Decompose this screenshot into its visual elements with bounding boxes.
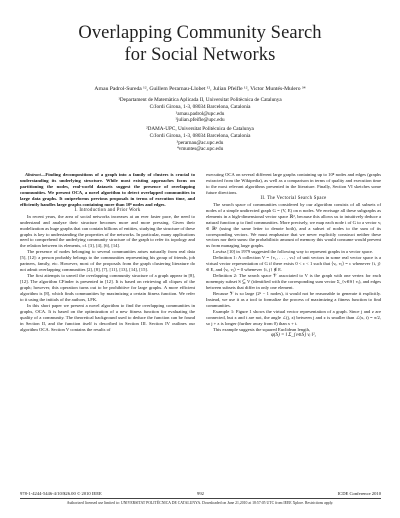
- license-notice: Authorized licensed use limited to: UNIVERSITAT POLITÈCNICA DE CATALUNYA. Downloaded on June 21,2010 at 18:57:05 UTC from IEEE Xplore. Restrictions apply.: [66, 501, 334, 505]
- paragraph: The search space of communities considered by our algorithm consists of all subsets of nodes of a simple undirected graph G = (V, E) on n nodes. We envisage all these subgraphs as elements in a high-dimensional vector space ℝᵈ, because this allows us to intuitively deduce a natural function φ to find communities. More precisely, we map each node i of G to a vector vᵢ ∈ ℝᵈ (using the same letter to denote both), and a subset of nodes to the sum of its corresponding vectors. We must emphasize that we never explicitly construct neither these vectors nor their sums: the probabilistic amount of memory this would consume would prevent us from managing large graphs.: [206, 201, 381, 249]
- abstract: [20, 172, 195, 208]
- paragraph: Because 𝒱 is so large (2ⁿ − 1 nodes), it would not be reasonable to generate it explicitly. Instead, we use it as a tool to formalize the process of maximizing a fitness function to find communities.: [206, 291, 381, 308]
- footer-isbn: 978-1-4244-5446-4/10/$26.00 © 2010 IEEE: [20, 491, 102, 496]
- affiliation-2-email-1: ³perarnau@ac.upc.edu: [176, 140, 224, 146]
- author-list: Arnau Padrol-Sureda ¹², Guillem Perarnau-Llobet ¹², Julian Pfeifle ¹², Victor Muntés-Mulero ³⁴: [94, 86, 306, 92]
- equation-phi: φ(S) = ‖ Σ_{v∈S} vᵢ ‖²,: [271, 332, 316, 338]
- example-1: Example 1: Figure 1 shows the virtual vector representation of a graph. Since j and z are connected, but x and t are not, the angle ∠(j, z) between j and z is smaller than ∠(x, t) = π/2, so j + z is longer (further away from 0) than x + t.: [206, 308, 381, 326]
- paragraph: This example suggests the squared Euclidean length,: [213, 326, 311, 332]
- left-column: [20, 172, 195, 333]
- paper-title-line1: Overlapping Community Search: [78, 23, 322, 43]
- affiliation-2: ²DAMA-UPC, Universitat Politècnica de Catalunya: [146, 126, 254, 132]
- paragraph: Lovász [10] in 1979 suggested the following way to represent graphs in a vector space.: [213, 249, 374, 255]
- paragraph: The presence of nodes belonging to several communities arises naturally from real data [5], [12]: a person probably belongs to the communities representing his group of friends, job partners, family, etc. However, most of the proposals from the graph clustering literature do not admit overlapping communities [2], [8], [7], [11], [13], [14], [15].: [20, 249, 195, 273]
- paragraph: In recent years, the area of social networks increases at an ever faster pace, the need to understand and analyze their structure becomes more and more pressing. Given their modelization as huge graphs that can contain billions of entities, studying the structure of these graphs is key to understanding the properties of the networks. In particular, many applications need to comprehend the underlying community structure of the graph to refer its topology and the relation between its elements, cf. [3], [4], [6], [14].: [20, 213, 195, 249]
- footer-page-number: 992: [197, 491, 204, 496]
- paragraph: The first attempts to unveil the overlapping community structure of a graph appear in [8], [12]. The algorithm CFinder is presented in [12]. It is based on retrieving all cliques of the graph; however, this operation turns out to be prohibitive for large graphs. A more efficient algorithm is [8], which finds communities by maximizing a certain fitness function. We refer to it using the initials of the authors, LFK.: [20, 273, 195, 303]
- abstract-label: Abstract—: [25, 172, 46, 177]
- footer-divider: [20, 498, 381, 499]
- affiliation-1-email-2: ¹julian.pfeifle@upc.edu: [175, 117, 225, 123]
- section-heading-2: II. The Vectorial Search Space: [260, 195, 327, 201]
- paper-title-line2: for Social Networks: [124, 45, 276, 65]
- affiliation-2-email-2: ⁴vmuntes@ac.upc.edu: [176, 146, 224, 152]
- definition-2: Definition 2: The search space 𝒱 associated to V is the graph with one vertex for each nonempty subset S ⊆ V (identified with the corresponding sum vector Σ_{v∈S} vᵢ), and edges between subsets that differ in only one element.: [206, 273, 381, 291]
- footer-conference: ICDE Conference 2010: [337, 491, 381, 496]
- abstract-text: Finding decompositions of a graph into a family of clusters is crucial to understanding its underlying structure. While most existing approaches focus on partitioning the nodes, real-world datasets suggest the presence of overlapping communities. We present OCA, a novel algorithm to detect overlapped communities in large data graphs. It outperforms previous proposals in terms of execution time, and efficiently handles large graphs containing more than 10⁸ nodes and edges.: [20, 172, 195, 207]
- section-heading-1: I. Introduction and Prior Work: [74, 207, 141, 213]
- affiliation-1-address: C/Jordi Girona, 1-3, 08034 Barcelona, Catalonia: [149, 103, 251, 110]
- right-column: [206, 172, 381, 339]
- definition-1: Definition 1: A collection V = {v₁, . . . , vₙ} of unit vectors in some real vector space is a virtual vector representation of G if there exists 0 < c < 1 such that ⟨vᵢ, vⱼ⟩ = c whenever {i, j} ∈ E, and ⟨vᵢ, vⱼ⟩ = 0 whenever {i, j} ∉ E.: [206, 255, 381, 273]
- paragraph: In this short paper we present a novel algorithm to find the overlapping communities in graphs, OCA. It is based on the optimization of a new fitness function for evaluating the quality of a community. The theoretical background used to deduce the function can be found in Section II, and the function itself is described in Section III. Section IV outlines our algorithm OCA. Section V contains the results of: [20, 302, 195, 332]
- affiliation-2-address: C/Jordi Girona, 1-3, 08034 Barcelona, Catalonia: [149, 132, 251, 139]
- affiliation-1: ¹Departament de Matemàtica Aplicada II, Universitat Politècnica de Catalunya: [118, 97, 282, 103]
- affiliation-1-email-1: ¹arnau.padrol@upc.edu: [175, 111, 225, 117]
- paragraph: executing OCA on several different large graphs containing up to 10⁸ nodes and edges (graphs extracted from the Wikipedia), as well as a comparison in terms of quality and execution time to the most relevant algorithms presented in the literature. Finally, Section VI sketches some future directions.: [206, 172, 381, 195]
